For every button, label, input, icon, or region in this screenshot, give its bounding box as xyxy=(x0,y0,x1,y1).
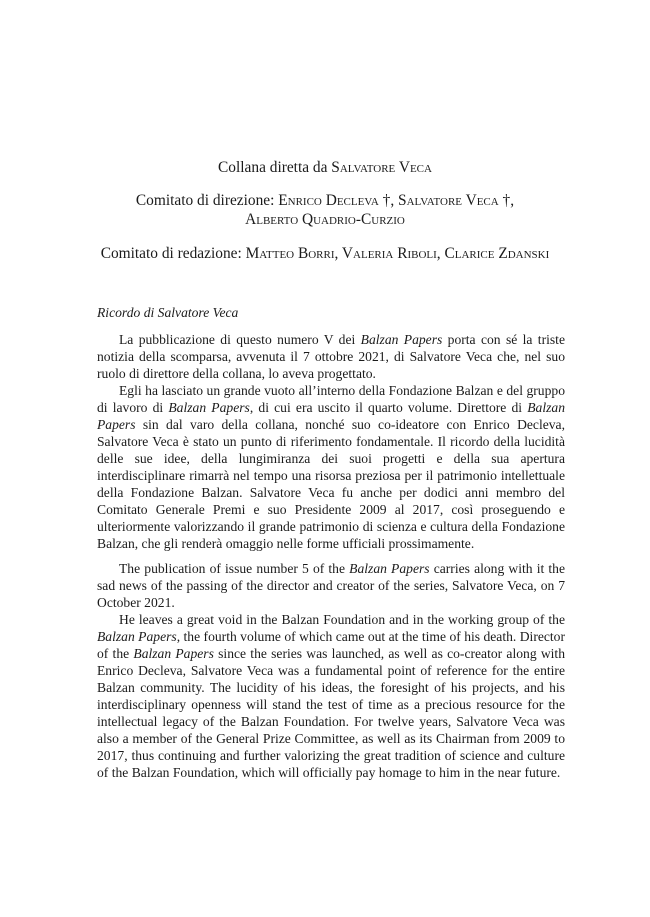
italian-paragraph-1 xyxy=(97,331,565,382)
text-run: He leaves a great void in the Balzan Foundation and in the working group of the xyxy=(119,612,565,627)
direction-members-1: Enrico Decleva †, Salvatore Veca †, xyxy=(278,192,515,209)
direction-committee-line-1 xyxy=(0,191,650,210)
italic-run: Balzan Papers xyxy=(360,332,443,347)
italic-run: Balzan Papers xyxy=(97,629,177,644)
series-editor-line xyxy=(0,158,650,177)
italian-text xyxy=(97,331,565,552)
direction-label: Comitato di direzione: xyxy=(135,192,279,209)
text-run: sin dal varo della collana, nonché suo co-ideatore con Enrico Decleva, Salvatore Veca è stato un punto di riferimento fondamentale. Il ricordo della lucidità delle sue idee, della lungimiranza dei suoi progetti e della sua apertura interdisciplinare rimarrà nel tempo una risorsa preziosa per il patrimonio intellettuale della Fondazione Balzan. Salvatore Veca fu anche per dodici anni membro del Comitato Generale Premi e suo Presidente 2009 al 2017, così proseguendo e ulteriormente valorizzando il grande patrimonio di scienza e cultura della Fondazione Balzan, che gli renderà omaggio nelle forme ufficiali prossimamente. xyxy=(97,417,565,551)
section-title: Ricordo di Salvatore Veca xyxy=(97,305,239,320)
editorial-label: Comitato di redazione: xyxy=(100,245,246,262)
editorial-committee xyxy=(0,244,650,263)
direction-members-2: Alberto Quadrio-Curzio xyxy=(245,211,405,228)
english-text xyxy=(97,560,565,781)
english-paragraph-2 xyxy=(97,611,565,781)
italian-paragraph-2 xyxy=(97,382,565,552)
english-paragraph-1 xyxy=(97,560,565,611)
italic-run: Balzan Papers xyxy=(97,400,565,432)
text-run: , di cui era uscito il quarto volume. Direttore di xyxy=(249,400,528,415)
italic-run: Balzan Papers xyxy=(168,400,250,415)
editorial-members: Matteo Borri, Valeria Riboli, Clarice Zdanski xyxy=(245,245,550,262)
text-run: carries along with it the sad news of the passing of the director and creator of the series, Salvatore Veca, on 7 October 2021. xyxy=(97,561,566,610)
italic-run: Balzan Papers xyxy=(133,646,214,661)
direction-committee xyxy=(0,191,650,229)
italic-run: Balzan Papers xyxy=(349,561,430,576)
series-director-name: Salvatore Veca xyxy=(331,159,432,176)
text-run: Egli ha lasciato un grande vuoto all’interno della Fondazione Balzan e del gruppo di lavoro di xyxy=(97,383,565,415)
series-prefix: Collana diretta da xyxy=(218,159,332,176)
text-run: La pubblicazione di questo numero V dei xyxy=(119,332,361,347)
text-run: porta con sé la triste notizia della scomparsa, avvenuta il 7 ottobre 2021, di Salvatore Veca che, nel suo ruolo di direttore della collana, lo aveva progettato. xyxy=(97,332,565,381)
text-run: The publication of issue number 5 of the xyxy=(119,561,350,576)
text-run: since the series was launched, as well as co-creator along with Enrico Decleva, Salvatore Veca was a fundamental point of reference for the entire Balzan community. The lucidity of his ideas, the foresight of his projects, and his interdisciplinary openness will stand the test of time as a precious resource for the intellectual legacy of the Balzan Foundation. For twelve years, Salvatore Veca was also a member of the General Prize Committee, as well as its Chairman from 2009 to 2017, thus continuing and further valorizing the great tradition of science and culture of the Balzan Foundation, which will officially pay homage to him in the near future. xyxy=(97,646,566,780)
text-run: , the fourth volume of which came out at the time of his death. Director of the xyxy=(97,629,566,661)
